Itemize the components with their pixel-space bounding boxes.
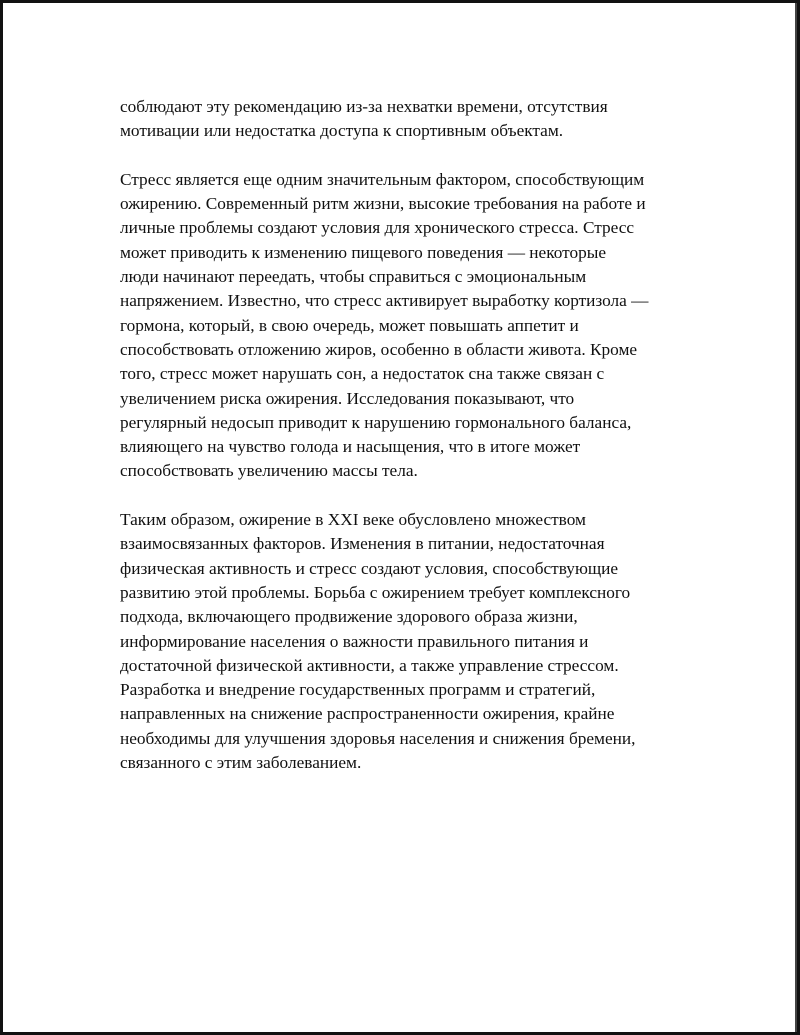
text-line: Стресс является еще одним значительным фактором, способствующим bbox=[120, 169, 645, 189]
text-line: напряжением. Известно, что стресс активирует выработку кортизола — bbox=[120, 291, 649, 311]
text-line: информирование населения о важности правильного питания и bbox=[120, 631, 589, 651]
text-line: регулярный недосып приводит к нарушению гормонального баланса, bbox=[120, 412, 632, 432]
text-line: личные проблемы создают условия для хронического стресса. Стресс bbox=[120, 218, 635, 238]
text-line: достаточной физической активности, а также управление стрессом. bbox=[120, 655, 619, 675]
text-line: необходимы для улучшения здоровья населения и снижения бремени, bbox=[120, 728, 636, 748]
text-line: взаимосвязанных факторов. Изменения в питании, недостаточная bbox=[120, 534, 605, 554]
text-line: соблюдают эту рекомендацию из-за нехватки времени, отсутствия bbox=[120, 97, 608, 116]
text-line: способствовать увеличению массы тела. bbox=[120, 461, 418, 481]
document-body bbox=[120, 95, 690, 800]
text-line: способствовать отложению жиров, особенно в области живота. Кроме bbox=[120, 339, 638, 359]
text-line: мотивации или недостатка доступа к спортивным объектам. bbox=[120, 121, 564, 141]
text-line: связанного с этим заболеванием. bbox=[120, 753, 362, 773]
paragraph-3 bbox=[120, 508, 690, 775]
text-line: люди начинают переедать, чтобы справиться с эмоциональным bbox=[120, 267, 587, 287]
text-line: гормона, который, в свою очередь, может повышать аппетит и bbox=[120, 315, 579, 335]
text-line: увеличением риска ожирения. Исследования показывают, что bbox=[120, 388, 575, 408]
text-line: развитию этой проблемы. Борьба с ожирением требует комплексного bbox=[120, 582, 631, 602]
text-line: того, стресс может нарушать сон, а недостаток сна также связан с bbox=[120, 364, 605, 384]
text-line: направленных на снижение распространенности ожирения, крайне bbox=[120, 704, 615, 724]
text-line: Разработка и внедрение государственных программ и стратегий, bbox=[120, 680, 596, 700]
text-line: физическая активность и стресс создают условия, способствующие bbox=[120, 558, 619, 578]
text-line: ожирению. Современный ритм жизни, высокие требования на работе и bbox=[120, 194, 646, 214]
paragraph-1 bbox=[120, 95, 690, 144]
text-line: Таким образом, ожирение в XXI веке обусловлено множеством bbox=[120, 510, 586, 530]
paragraph-2 bbox=[120, 168, 690, 484]
text-line: влияющего на чувство голода и насыщения, что в итоге может bbox=[120, 437, 581, 457]
text-line: может приводить к изменению пищевого поведения — некоторые bbox=[120, 242, 607, 262]
text-line: подхода, включающего продвижение здорового образа жизни, bbox=[120, 607, 578, 627]
